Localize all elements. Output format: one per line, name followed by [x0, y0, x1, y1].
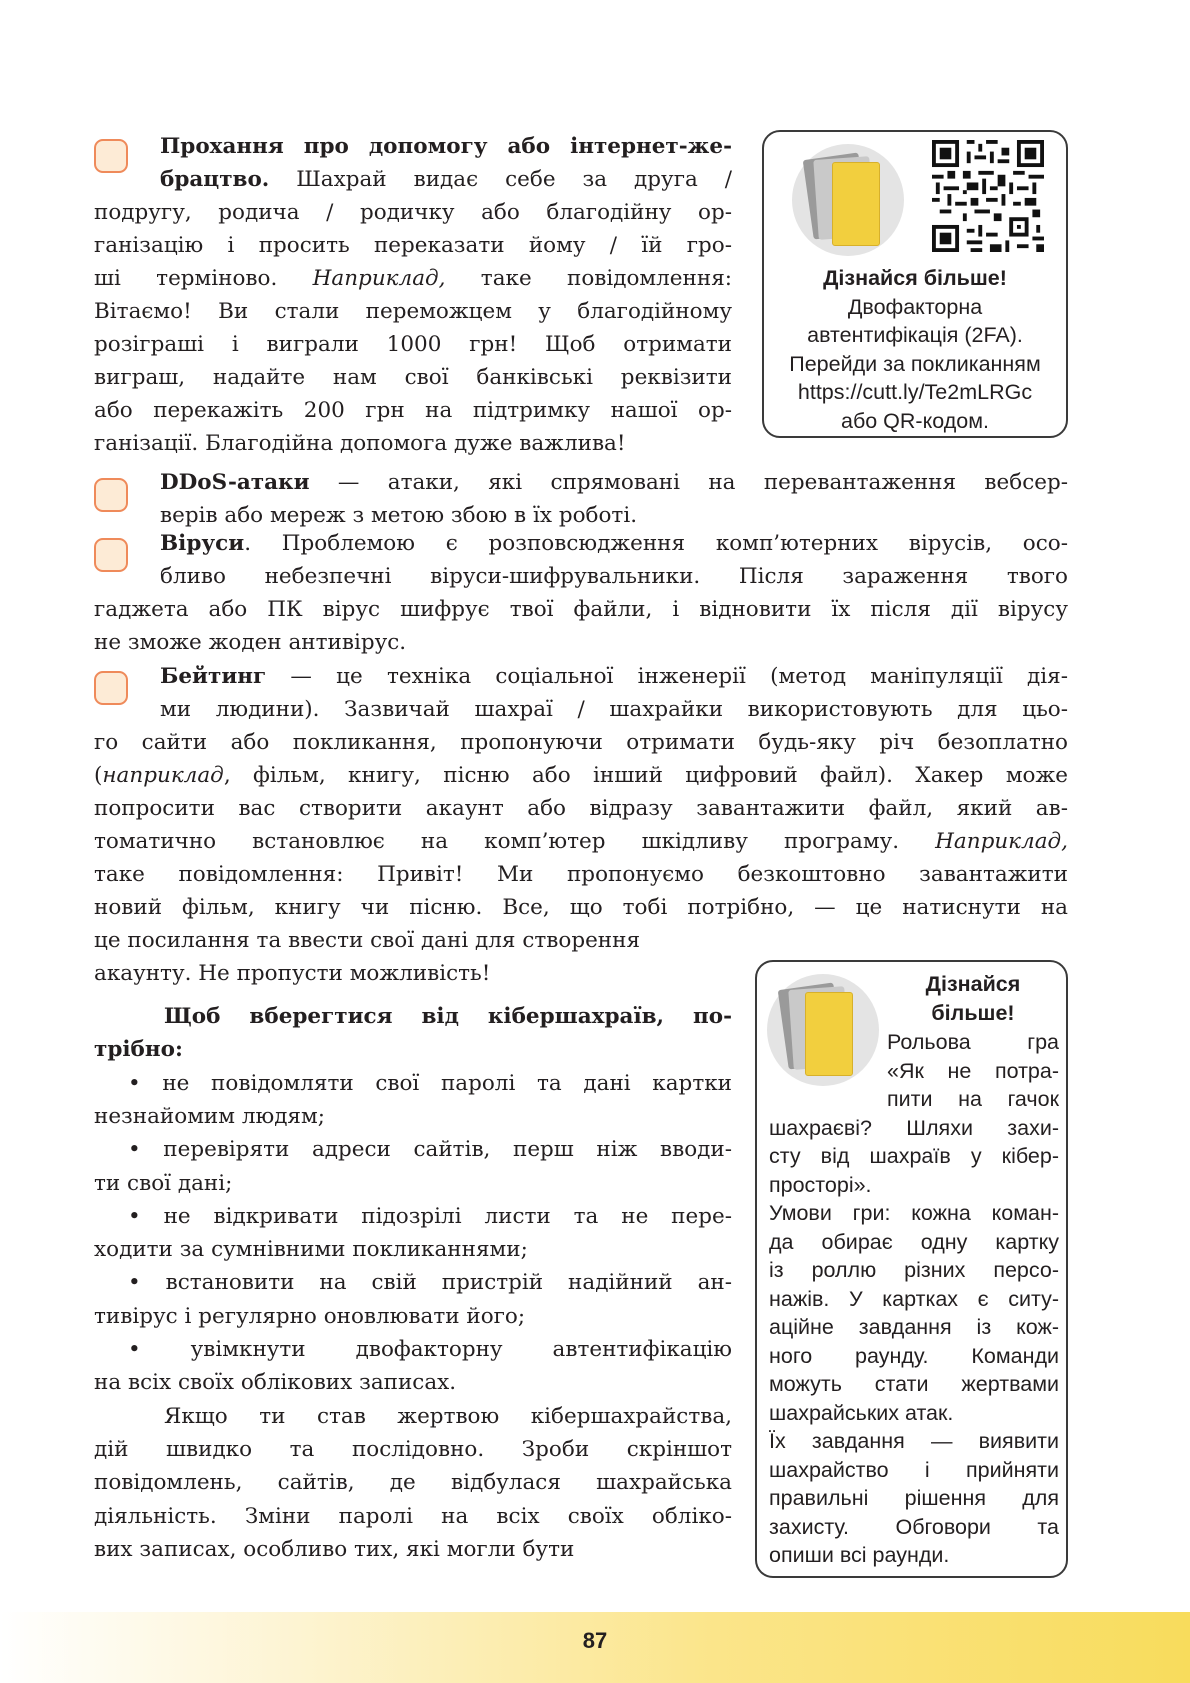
term-bold: трібно:	[94, 1037, 183, 1063]
text-span: або перекажіть 200 грн на підтримку нашої ор-	[94, 398, 732, 423]
term-bold: Прохання про допомогу або інтернет-же-	[160, 134, 732, 159]
text-span: ходити за сумнівними покликаннями;	[94, 1237, 528, 1263]
learn-more-text-2fa	[764, 264, 1066, 435]
text-line	[94, 957, 732, 990]
text-span: на всіх своїх облікових записах.	[94, 1370, 457, 1396]
text-line	[94, 1433, 732, 1466]
text-span: верів або мереж з метою збою в їх роботі.	[160, 503, 638, 528]
text-span: це посилання та ввести свої дані для створення	[94, 928, 641, 953]
text-line	[160, 163, 732, 196]
text-line	[94, 328, 732, 361]
text-span: — це техніка соціальної інженерії (метод маніпуляції дія-	[266, 664, 1068, 689]
text-span: , фільм, книгу, пісню або інший цифровий файл). Хакер може	[223, 763, 1068, 788]
learn-more-line: або QR-кодом.	[840, 408, 989, 433]
text-span: таке повідомлення: Привіт! Ми пропонуємо безкоштовно завантажити	[94, 862, 1068, 887]
text-line	[128, 1067, 732, 1100]
text-span: новий фільм, книгу чи пісню. Все, що тобі потрібно, — це натиснути на	[94, 895, 1068, 920]
page-number: 87	[582, 1628, 608, 1653]
text-span: Вітаємо! Ви стали переможцем у благодійному	[94, 299, 732, 324]
text-span: ти свої дані;	[94, 1170, 233, 1196]
text-span: бливо небезпечні віруси-шифрувальники. Після зараження твого	[160, 564, 1068, 589]
text-span: ганізацію і просить переказати йому / їй гро-	[94, 233, 732, 258]
text-span: (	[94, 763, 103, 788]
learn-more-line: автентифікація (2FA).	[807, 323, 1023, 347]
text-span: таке повідомлення:	[445, 266, 732, 291]
text-line	[94, 726, 1068, 759]
text-line	[94, 262, 732, 295]
text-line	[94, 626, 1068, 659]
text-line	[94, 1366, 732, 1399]
learn-more-line: шахрайство і прийняти	[769, 1457, 1059, 1482]
text-span: • увімкнути двофакторну автентифікацію	[128, 1337, 732, 1362]
italic-text: Наприклад,	[935, 829, 1068, 854]
text-line	[94, 1033, 732, 1066]
learn-more-line: правильні рішення для	[769, 1486, 1059, 1510]
text-line	[94, 1100, 732, 1133]
learn-more-line: опиши всі раунди.	[769, 1543, 950, 1567]
text-span: Якщо ти став жертвою кібершахрайства,	[164, 1403, 732, 1429]
text-line	[94, 295, 732, 328]
term-bold: Віруси	[160, 531, 245, 556]
checkbox-icon	[94, 671, 128, 705]
text-span: . Проблемою є розповсюдження комп’ютерних вірусів, осо-	[244, 531, 1068, 556]
text-span: діяльність. Зміни паролі на всіх своїх облікo-	[94, 1503, 732, 1529]
learn-more-line: шахраєві? Шляхи захи-	[769, 1115, 1059, 1140]
text-line	[94, 891, 1068, 924]
text-line	[94, 593, 1068, 626]
text-line	[160, 466, 1068, 499]
text-span: гаджета або ПК вірус шифрує твої файли, і відновити їх після дії вірусу	[94, 597, 1068, 622]
text-span: розіграші і виграли 1000 грн! Щоб отримати	[94, 332, 732, 357]
learn-more-line: захисту. Обговори та	[769, 1514, 1059, 1539]
text-span: Шахрай видає себе за друга /	[269, 167, 732, 192]
text-line	[94, 759, 1068, 792]
text-span: — атаки, які спрямовані на перевантаження вебсер-	[309, 470, 1068, 495]
text-line	[94, 1500, 732, 1533]
italic-text: Наприклад,	[312, 266, 446, 291]
text-span: повідомлень, сайтів, де відбулася шахрайська	[94, 1470, 732, 1496]
text-line	[94, 196, 732, 229]
heading-line: Дізнайся	[925, 972, 1021, 996]
text-span: • встановити на свій пристрій надійний ан-	[128, 1270, 732, 1296]
text-span: вих записах, особливо тих, які могли бути	[94, 1536, 575, 1562]
learn-more-line: нажів. У картках є ситу-	[769, 1286, 1059, 1311]
text-span: незнайомим людям;	[94, 1103, 325, 1129]
text-line	[94, 1466, 732, 1499]
learn-more-box-role-play	[755, 960, 1068, 1578]
text-span: виграш, надайте нам свої банківські реквізити	[94, 365, 732, 390]
text-span: томатично встановлює на комп’ютер шкідливу програму.	[94, 829, 936, 854]
learn-more-line: Рольова гра	[887, 1030, 1059, 1054]
text-line	[160, 660, 1068, 693]
text-span: ми людини). Зазвичай шахраї / шахрайки використовують для цьо-	[160, 697, 1068, 722]
text-span: тивірус і регулярно оновлювати його;	[94, 1303, 526, 1329]
learn-more-line: Двофакторна	[847, 294, 983, 319]
qr-code-icon	[932, 140, 1044, 252]
text-line	[94, 229, 732, 262]
text-line	[160, 560, 1068, 593]
text-line	[94, 792, 1068, 825]
text-line	[160, 693, 1068, 726]
text-span: акаунту. Не пропусти можливість!	[94, 961, 491, 986]
learn-more-line: із роллю різних персо-	[769, 1258, 1059, 1282]
learn-more-heading	[887, 970, 1059, 1027]
text-line	[128, 1266, 732, 1299]
learn-more-line: сту від шахраїв у кібер-	[769, 1144, 1059, 1168]
learn-more-line: Перейди за покликанням	[789, 351, 1041, 376]
text-line	[128, 1333, 732, 1366]
text-line	[164, 1000, 732, 1033]
text-line	[94, 1300, 732, 1333]
learn-more-line: «Як не потра-	[887, 1058, 1059, 1083]
text-span: • перевіряти адреси сайтів, перш ніж вводи-	[128, 1137, 732, 1163]
learn-more-line: ного раунду. Команди	[769, 1343, 1059, 1368]
text-span: го сайти або покликання, пропонуючи отримати будь-яку річ безоплатно	[94, 730, 1068, 755]
text-span: • не відкривати підозрілі листи та не пере-	[128, 1203, 732, 1229]
checkbox-icon	[94, 478, 128, 512]
book-icon	[767, 974, 879, 1086]
learn-more-line: шахрайських атак.	[769, 1400, 954, 1425]
book-icon	[792, 144, 904, 256]
text-line	[94, 1167, 732, 1200]
learn-more-box-2fa	[762, 130, 1068, 438]
text-line	[94, 825, 1068, 858]
term-bold: Бейтинг	[160, 664, 267, 689]
text-span: ганізації. Благодійна допомога дуже важлива!	[94, 431, 626, 456]
learn-more-line: Умови гри: кожна коман-	[769, 1201, 1059, 1225]
text-span: не зможе жоден антивірус.	[94, 630, 407, 655]
learn-more-heading: Дізнайся більше!	[823, 266, 1007, 290]
text-line	[94, 361, 732, 394]
text-line	[94, 858, 1068, 891]
term-bold: Щоб вберегтися від кібершахраїв, по-	[164, 1004, 732, 1029]
term-bold: DDoS-атаки	[160, 470, 310, 495]
text-span: ші терміново.	[94, 266, 313, 291]
text-span: • не повідомляти свої паролі та дані картки	[128, 1070, 732, 1096]
text-span: дій швидко та послідовно. Зроби скріншот	[94, 1436, 732, 1462]
learn-more-line: Їх завдання — виявити	[769, 1429, 1059, 1453]
text-line	[94, 924, 732, 957]
heading-line: більше!	[931, 1000, 1015, 1025]
learn-more-line: аційне завдання із кож-	[769, 1315, 1059, 1339]
text-line	[94, 1533, 732, 1566]
learn-more-line: пити на гачок	[887, 1087, 1059, 1111]
learn-more-line: можуть стати жертвами	[769, 1372, 1059, 1396]
text-line	[94, 1233, 732, 1266]
text-span: подругу, родича / родичку або благодійну ор-	[94, 200, 732, 225]
text-line	[164, 1400, 732, 1433]
checkbox-icon	[94, 139, 128, 173]
text-span: попросити вас створити акаунт або відразу завантажити файл, який ав-	[94, 796, 1068, 821]
checkbox-icon	[94, 538, 128, 572]
text-line	[128, 1133, 732, 1166]
learn-more-line: да обирає одну картку	[769, 1229, 1059, 1254]
learn-more-link[interactable]: https://cutt.ly/Te2mLRGc	[797, 380, 1033, 404]
text-line	[94, 427, 732, 460]
text-line	[160, 130, 732, 163]
term-bold: брацтво.	[160, 167, 270, 192]
learn-more-line: просторі».	[769, 1172, 872, 1197]
italic-text: наприклад	[102, 763, 224, 788]
text-line	[94, 394, 732, 427]
text-line	[160, 527, 1068, 560]
text-line	[128, 1200, 732, 1233]
